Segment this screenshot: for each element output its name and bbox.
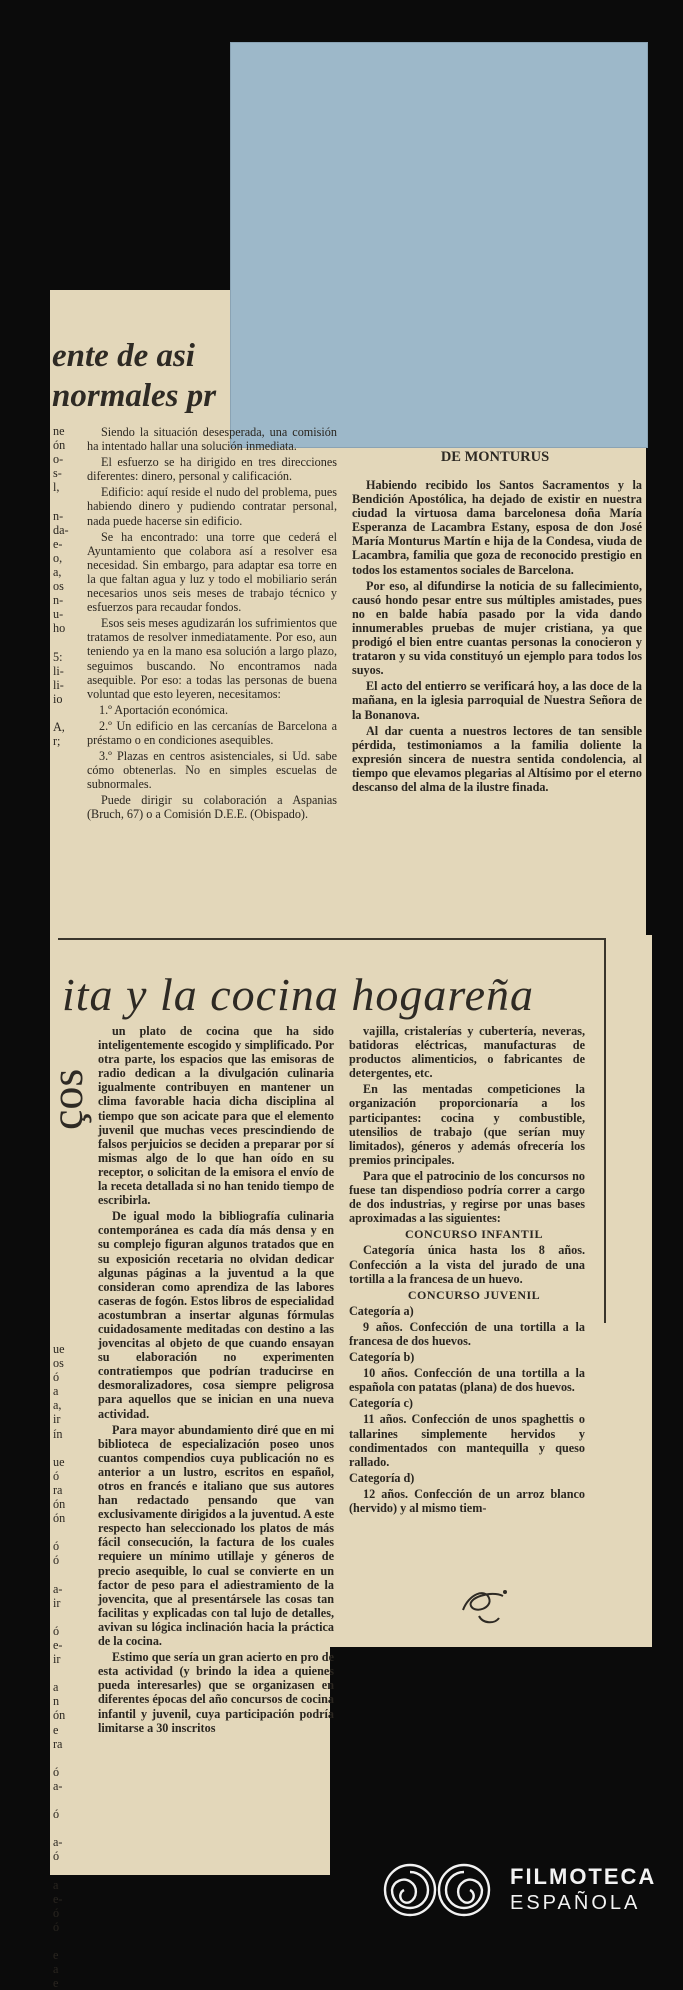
text-fragment: ó [53,1849,60,1864]
watermark-line1: FILMOTECA [510,1864,657,1889]
text-fragment [53,1934,65,1948]
contest-line: 9 años. Confección de una tortilla a la francesa de dos huevos. [349,1319,585,1348]
contest-line: Categoría a) [349,1303,414,1318]
text-fragment: ó [53,1905,60,1920]
text-fragment: e [53,1976,59,1990]
text-fragment: ue [53,1454,65,1469]
text-fragment: io [53,691,63,706]
obituary-paragraph: Habiendo recibido los Santos Sacramentos y la Bendición Apostólica, ha dejado de existir en nuestra ciudad la virtuosa dama barcelonesa doña María Esperanza de Lacambra Estany, esposa de don José María Monturus Martín e hija de la Condesa, viuda de Lacambra, familia que goza de reconocido prestigio en todos los estamentos sociales de Barcelona. [352,478,642,577]
article2-column-1 [98,1024,334,1737]
text-fragment [53,1821,65,1835]
paragraph: un plato de cocina que ha sido inteligentemente escogido y simplificado. Por otra parte, los espacios que las emisoras de radio dedican a la divulgación culinaria igualmente contribuyen en mantener un clima favorable hacia dicha disciplina al tiempo que son acicate para que el elemento juvenil que muchas veces prescindiendo de falsos perjuicios se deciden a preparar por sí mismas algo de lo que han oído en su receptor, o solicitan de la emisora el envío de la receta detallada si no han tenido tiempo de escribirla. [98,1024,334,1208]
obituary-paragraph: El acto del entierro se verificará hoy, a las doce de la mañana, en la iglesia parroquial de Nuestra Señora de la Bonanova. [352,679,642,722]
text-fragment: ho [53,621,66,636]
text-fragment: a [53,1877,59,1892]
text-fragment: a [53,1680,59,1695]
text-fragment: a- [53,1778,63,1793]
contest-line: 10 años. Confección de una tortilla a la española con patatas (plana) de dos huevos. [349,1366,585,1395]
text-fragment: ó [53,1553,60,1568]
paragraph: Para mayor abundamiento diré que en mi biblioteca de especialización poseo unos cuantos compendios cuya publicación no es anterior a un lustro, escritos en español, otros en francés e italiano que sus autores han redactado pensando que van exclusivamente dirigidos a la juventud. A este respecto han seleccionado los platos de más fácil consecución, la factura de los cuales requiere un mínimo utillaje y géneros de precio asequible, lo cual se convierte en un factor de peso para el adiestramiento de la jovencita, que al presentársele las cosas tan facilitas y explicadas con tal lujo de detalles, avivan su lógica inclinación hacia la práctica de la cocina. [98,1422,334,1649]
text-fragment [53,1666,65,1680]
text-fragment: ó [53,1807,60,1822]
text-fragment: e- [53,536,63,551]
paragraph: Esos seis meses agudizarán los sufrimientos que tratamos de resolver inmediatamente. Por eso, aun teniendo ya en la mano esa solución a largo plazo, seguimos buscando. No encontramos nada asequible. Por eso: a todas las personas de buena voluntad que esto leyeren, necesitamos: [87,616,337,701]
text-fragment: a, [53,564,62,579]
text-fragment: ir [53,1595,61,1610]
headline-top: ente de asi normales pr [52,338,217,414]
text-fragment: a, [53,1398,62,1413]
text-fragment: a- [53,1581,63,1596]
contest-text: Categoría única hasta los 8 años. Confección a la vista del jurado de una tortilla a la francesa de un huevo. [349,1243,585,1286]
divider-vertical [604,938,606,1323]
text-fragment: 5: [53,649,63,664]
text-fragment: ne [53,424,65,438]
text-fragment [53,635,69,649]
text-fragment: ón [53,1511,66,1526]
paragraph: Estimo que sería un gran acierto en pro de esta actividad (y brindo la idea a quienes pueda interesarles) que se organizasen en diferentes épocas del año concursos de cocina infantil y juvenil, cuya participación podría limitarse a 30 inscritos [98,1650,334,1735]
text-fragment: os [53,1356,64,1371]
paragraph: El esfuerzo se ha dirigido en tres direcciones diferentes: dinero, personal y calificación. [87,455,337,484]
text-fragment [53,1610,65,1624]
contest-title: CONCURSO JUVENIL [407,1287,541,1302]
contest-title: CONCURSO INFANTIL [405,1227,543,1242]
text-fragment: l, [53,480,60,495]
contest-line: Categoría b) [349,1350,415,1365]
text-fragment: ón [53,438,66,453]
text-fragment: n [53,1694,60,1709]
article2-side-fragment: ços [41,1068,92,1130]
text-fragment: r; [53,734,61,749]
contest-line: 11 años. Confección de unos spaghettis o tallarines simplemente hervidos y condimentados con mantequilla y queso rallado. [349,1412,585,1469]
filmoteca-spiral-icon [382,1862,492,1918]
text-fragment: ra [53,1482,63,1497]
text-fragment [53,1568,65,1582]
left-fragments-top [53,424,69,748]
text-fragment: ra [53,1736,63,1751]
article2-headline: ita y la cocina hogareña [62,969,534,1020]
text-fragment: n- [53,508,64,523]
paragraph: Puede dirigir su colaboración a Aspanias (Bruch, 67) o a Comisión D.E.E. (Obispado). [87,793,337,822]
text-fragment [53,1441,65,1455]
text-fragment: ó [53,1468,60,1483]
text-fragment: ue [53,1342,65,1356]
paragraph: vajilla, cristalerías y cubertería, neveras, batidoras eléctricas, manufacturas de productos alimenticios, o fabricantes de detergentes, etc. [349,1024,585,1081]
text-fragment: e [53,1948,59,1963]
article-left-column [87,425,337,824]
text-fragment: ón [53,1497,66,1512]
text-fragment: o, [53,550,63,565]
text-fragment: ó [53,1919,60,1934]
text-fragment: e- [53,1637,63,1652]
text-fragment: ir [53,1652,61,1667]
text-fragment [53,494,69,508]
article2-column-2 [349,1024,585,1517]
signature-doodle-icon [455,1580,515,1630]
paragraph: Se ha encontrado: una torre que cederá el Ayuntamiento que colabora así a resolver esa necesidad. Sin embargo, para adaptar esa torre en la que faltan agua y luz y todo el mobiliario serán necesarios unos seis meses de trabajo técnico y esfuerzos para recaudar fondos. [87,529,337,615]
text-fragment: s- [53,466,62,481]
filmoteca-logo [382,1862,656,1918]
text-fragment: a- [53,1835,63,1850]
text-fragment: e- [53,1891,63,1906]
obituary-title: DE MONTURUS [440,449,550,465]
contest-line: 12 años. Confección de un arroz blanco (hervido) y al mismo tiem- [349,1486,585,1515]
text-fragment: li- [53,677,64,692]
obituary-paragraph: Por eso, al difundirse la noticia de su fallecimiento, causó hondo pesar entre sus múltiples amistades, pues no en balde había pasado por la vida dando innumerables pruebas de mujer cristiana, ya que prodigó el bien entre cuantas personas la conocieron y trataron y su vida constituyó un ejemplo para todos los suyos. [352,578,642,678]
text-fragment: u- [53,607,64,622]
text-fragment: ó [53,1370,60,1385]
paragraph: 1.º Aportación económica. [99,702,228,717]
text-fragment: ó [53,1623,60,1638]
text-fragment [53,1863,65,1877]
divider-line [58,938,606,940]
text-fragment: ir [53,1412,61,1427]
article2-left-fragments [53,1342,65,1990]
text-fragment: ó [53,1764,60,1779]
text-fragment: ón [53,1708,66,1723]
text-fragment [53,1525,65,1539]
paragraph: 3.º Plazas en centros asistenciales, si Ud. sabe cómo obtenerlas. No en simples escuelas de subnormales. [87,749,337,792]
paragraph: Para que el patrocinio de los concursos no fuese tan dispendioso podría correr a cargo de dos industrias, y regirse por unas bases aproximadas a las siguientes: [349,1168,585,1226]
contest-line: Categoría d) [349,1470,415,1485]
paragraph: 2.º Un edificio en las cercanías de Barcelona a préstamo o en condiciones asequibles. [87,718,337,747]
text-fragment: ó [53,1539,60,1554]
paragraph: Edificio: aquí reside el nudo del problema, pues habiendo dinero y pudiendo contratar personal, nada puede hacerse sin edificio. [87,485,337,528]
text-fragment: a [53,1384,59,1399]
paragraph: Siendo la situación desesperada, una comisión ha intentado hallar una solución inmediata. [87,425,337,454]
paragraph: De igual modo la bibliografía culinaria contemporánea es cada día más densa y en su complejo figuran algunos tratados que en su exposición recetaria no olvidan dedicar algunas páginas a la juventud a la que consideran como aprendiza de las labores caseras de fogón. Estos libros de especialidad acostumbran a insertar algunas fórmulas cuidadosamente meditadas con destino a las jovencitas al objeto de que cuando ensayan su elaboración no experimenten contratiempos que podrían traducirse en desmoralizadores, cosa siempre peligrosa para aquellos que se inician en una nueva actividad. [98,1209,334,1421]
text-fragment: a [53,1962,59,1977]
text-fragment: li- [53,663,64,678]
watermark-line2: ESPAÑOLA [510,1892,641,1914]
text-fragment: ín [53,1426,63,1441]
text-fragment [53,1751,65,1765]
obituary-paragraph: Al dar cuenta a nuestros lectores de tan sensible pérdida, testimoniamos a la familia doliente la expresión sincera de nuestra sentida condolencia, al tiempo que elevamos plegarias al Altísimo por el eterno descanso del alma de la ilustre finada. [352,723,642,794]
text-fragment [53,706,69,720]
obituary-column [352,478,642,796]
text-fragment: A, [53,719,65,734]
paragraph: En las mentadas competiciones la organización proporcionaría a los participantes: cocina y combustible, utensilios de trabajo (que serían muy limitados), géneros y además ofrecería los premios principales. [349,1082,585,1167]
text-fragment: os [53,579,64,594]
contest-line: Categoría c) [349,1396,413,1411]
text-fragment: o- [53,452,64,467]
blue-paper-patch [230,42,648,448]
text-fragment: e [53,1722,59,1737]
text-fragment: da- [53,522,69,537]
text-fragment [53,1793,65,1807]
text-fragment: n- [53,593,64,608]
